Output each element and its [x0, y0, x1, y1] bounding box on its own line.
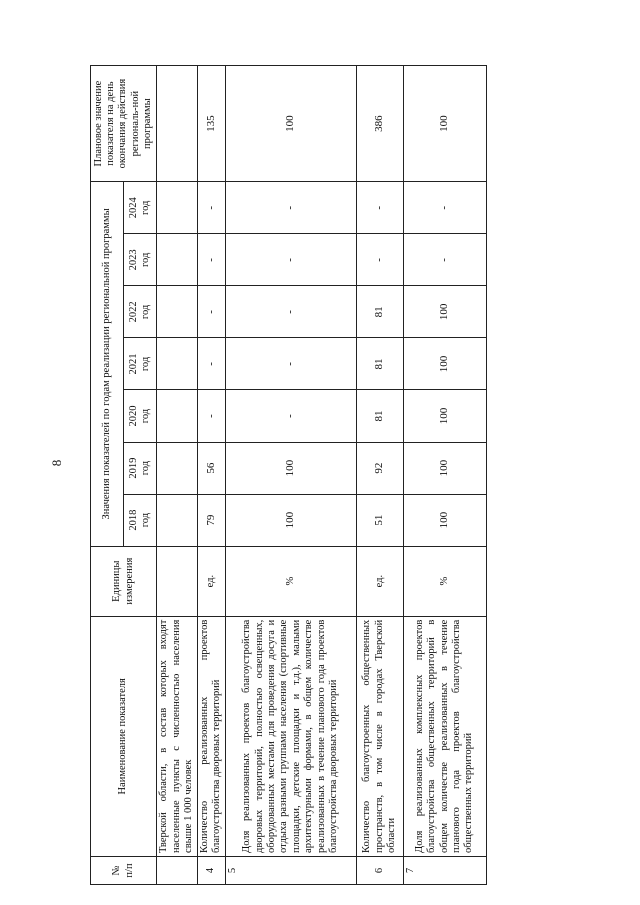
- row-unit: [157, 546, 198, 616]
- row-value: -: [198, 286, 226, 338]
- row-value: 79: [198, 494, 226, 546]
- indicators-table: [90, 65, 487, 885]
- header-num: № п/п: [91, 856, 157, 884]
- row-value: [157, 182, 198, 234]
- table-row: [198, 66, 226, 885]
- row-name: Количество благоустроенных общественных пространств, в том числе в городах Тверской области: [356, 616, 403, 856]
- row-value: 51: [356, 494, 403, 546]
- row-value: 100: [403, 286, 486, 338]
- header-year: 2021 год: [124, 338, 157, 390]
- row-value: 100: [403, 390, 486, 442]
- table-row: [356, 66, 403, 885]
- row-plan: 100: [403, 66, 486, 182]
- row-num: [157, 856, 198, 884]
- header-name: Наименование показателя: [91, 616, 157, 856]
- header-year: 2020 год: [124, 390, 157, 442]
- row-num: 4: [198, 856, 226, 884]
- row-plan: 386: [356, 66, 403, 182]
- table-row: [157, 66, 198, 885]
- row-value: 100: [225, 442, 356, 494]
- row-value: [157, 286, 198, 338]
- header-year: 2018 год: [124, 494, 157, 546]
- header-year: 2023 год: [124, 234, 157, 286]
- row-value: -: [225, 182, 356, 234]
- row-value: 81: [356, 286, 403, 338]
- row-value: 100: [403, 494, 486, 546]
- row-value: 81: [356, 390, 403, 442]
- header-values-group: Значения показателей по годам реализации региональной программы: [91, 182, 124, 546]
- row-value: -: [198, 234, 226, 286]
- row-unit: ед.: [356, 546, 403, 616]
- row-value: [157, 234, 198, 286]
- row-value: -: [403, 182, 486, 234]
- row-plan: 135: [198, 66, 226, 182]
- row-unit: ед.: [198, 546, 226, 616]
- row-value: 100: [225, 494, 356, 546]
- header-unit: Единицы измерения: [91, 546, 157, 616]
- row-name: Доля реализованных комплексных проектов благоустройства общественных территорий в общем количестве реализованных в течение планового года проектов благоустройства общественных территорий: [403, 616, 486, 856]
- row-plan: 100: [225, 66, 356, 182]
- row-value: -: [198, 338, 226, 390]
- rotated-page-content: [90, 65, 610, 885]
- row-value: 100: [403, 338, 486, 390]
- row-value: [157, 338, 198, 390]
- row-plan: [157, 66, 198, 182]
- row-num: 6: [356, 856, 403, 884]
- row-value: [157, 494, 198, 546]
- row-value: 81: [356, 338, 403, 390]
- row-name: Количество реализованных проектов благоустройства дворовых территорий: [198, 616, 226, 856]
- header-year: 2024 год: [124, 182, 157, 234]
- row-value: 100: [403, 442, 486, 494]
- row-value: -: [225, 234, 356, 286]
- header-year: 2022 год: [124, 286, 157, 338]
- table-row: [403, 66, 486, 885]
- header-year: 2019 год: [124, 442, 157, 494]
- row-value: -: [225, 286, 356, 338]
- row-num: 5: [225, 856, 356, 884]
- row-value: [157, 442, 198, 494]
- row-unit: %: [403, 546, 486, 616]
- row-value: 56: [198, 442, 226, 494]
- row-value: -: [356, 182, 403, 234]
- row-value: [157, 390, 198, 442]
- row-num: 7: [403, 856, 486, 884]
- row-value: 92: [356, 442, 403, 494]
- row-name: Тверской области, в состав которых входят населенные пункты с численностью населения свыше 1 000 человек: [157, 616, 198, 856]
- header-plan: Плановое значение показателя на день окончания действия региональ-ной программы: [91, 66, 157, 182]
- row-value: -: [225, 338, 356, 390]
- row-value: -: [225, 390, 356, 442]
- row-value: -: [356, 234, 403, 286]
- row-value: -: [198, 390, 226, 442]
- row-unit: %: [225, 546, 356, 616]
- table-row: [225, 66, 356, 885]
- row-value: -: [198, 182, 226, 234]
- page-number: 8: [49, 459, 64, 467]
- row-value: -: [403, 234, 486, 286]
- row-name: Доля реализованных проектов благоустройства дворовых территорий, полностью освещенных, оборудованных местами для проведения досуга и отдыха разными группами населения (спортивные площадки, детские площадки и т.д.), малыми архитектурными формами, в общем количестве реализованных в течение планового года проектов благоустройства дворовых территорий: [225, 616, 356, 856]
